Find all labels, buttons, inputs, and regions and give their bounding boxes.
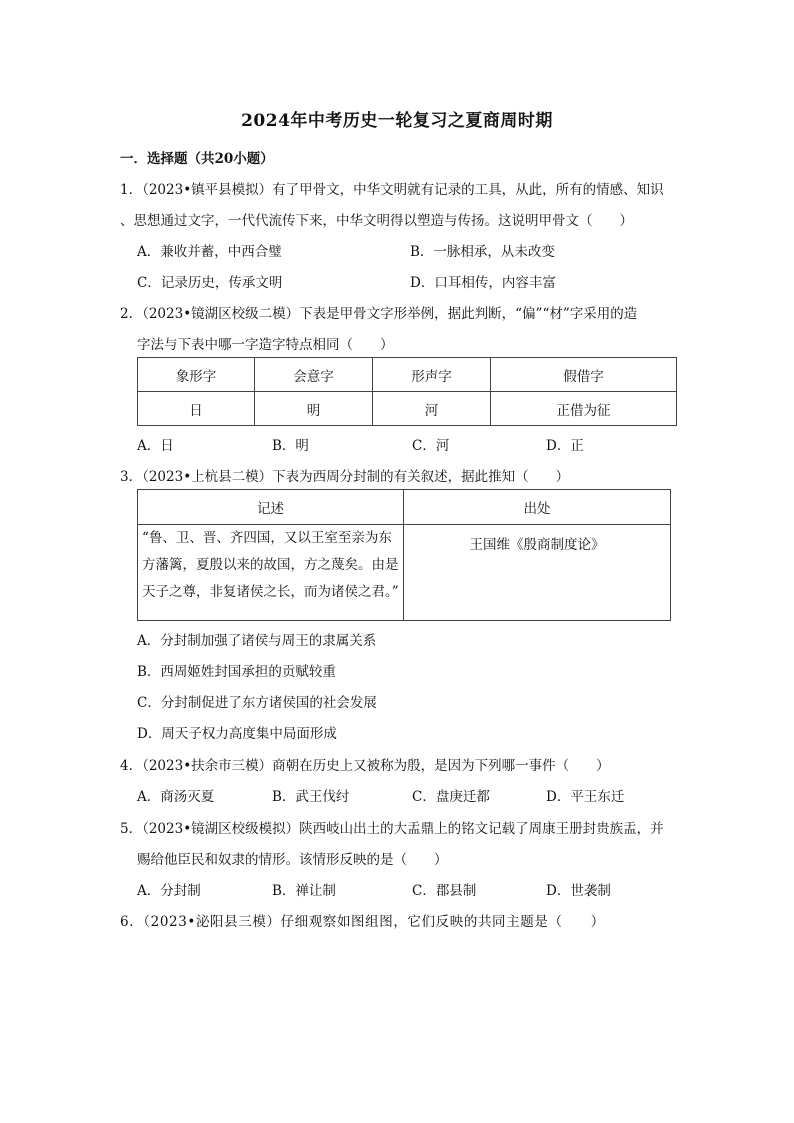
table-cell: 明 (255, 392, 373, 426)
option-c: C．郡县制 (412, 883, 477, 899)
question-stem-line: 6．（2023•泌阳县三模）仔细观察如图组图，它们反映的共同主题是（ ） (120, 914, 605, 930)
record-cell: “鲁、卫、晋、齐四国，又以王室至亲为东方藩篱，夏殷以来的故国，方之蔑矣。由是天子之尊，非复诸侯之长，而为诸侯之君。” (138, 525, 404, 621)
table-header-cell: 会意字 (255, 358, 373, 392)
option-c: C．盘庚迁都 (412, 789, 490, 805)
option-b: B．明 (272, 438, 309, 454)
option-a: A．分封制加强了诸侯与周王的隶属关系 (137, 633, 377, 649)
question-stem-line: 3．（2023•上杭县二模）下表为西周分封制的有关叙述，据此推知（ ） (120, 469, 570, 485)
page-title: 2024年中考历史一轮复习之夏商周时期 (241, 111, 553, 131)
option-c: C．河 (412, 438, 450, 454)
option-d: D．周天子权力高度集中局面形成 (137, 726, 337, 742)
table-header-cell: 形声字 (373, 358, 491, 392)
character-table (137, 357, 677, 426)
option-b: B．武王伐纣 (272, 789, 350, 805)
question-stem-line: 字法与下表中哪一字造字特点相同（ ） (137, 337, 394, 353)
table-cell: 日 (138, 392, 255, 426)
option-a: A．商汤灭夏 (137, 789, 215, 805)
question-stem-line: 1．（2023•镇平县模拟）有了甲骨文，中华文明就有记录的工具，从此，所有的情感、知识 (120, 182, 664, 198)
option-d: D．世袭制 (546, 883, 611, 899)
table-header-cell: 假借字 (491, 358, 677, 392)
option-c: C．分封制促进了东方诸侯国的社会发展 (137, 695, 377, 711)
section-heading: 一．选择题（共20小题） (120, 151, 274, 167)
option-a: A．日 (137, 438, 174, 454)
option-d: D．口耳相传，内容丰富 (410, 275, 556, 291)
option-d: D．平王东迁 (546, 789, 625, 805)
option-b: B．西周姬姓封国承担的贡赋较重 (137, 664, 336, 680)
option-a: A．兼收并蓄，中西合璧 (137, 244, 282, 260)
table-cell: 河 (373, 392, 491, 426)
question-stem-line: 4．（2023•扶余市三模）商朝在历史上又被称为殷，是因为下列哪一事件（ ） (120, 758, 610, 774)
question-stem-line: 、思想通过文字，一代代流传下来，中华文明得以塑造与传扬。这说明甲骨文（ ） (120, 213, 633, 229)
option-b: B．禅让制 (272, 883, 336, 899)
table-header-cell: 出处 (404, 490, 671, 525)
question-stem-line: 5．（2023•镜湖区校级模拟）陕西岐山出土的大盂鼎上的铭文记载了周康王册封贵族盂，并 (120, 821, 664, 837)
question-stem-line: 2．（2023•镜湖区校级二模）下表是甲骨文字形举例，据此判断，“偏”“材”字采用的造 (120, 306, 638, 322)
table-header-cell: 记述 (138, 490, 404, 525)
feudal-system-table (137, 489, 671, 621)
table-cell: 正借为征 (491, 392, 677, 426)
option-a: A．分封制 (137, 883, 201, 899)
option-b: B．一脉相承，从未改变 (410, 244, 555, 260)
option-d: D．正 (546, 438, 584, 454)
option-c: C．记录历史，传承文明 (137, 275, 283, 291)
table-header-cell: 象形字 (138, 358, 255, 392)
question-stem-line: 赐给他臣民和奴隶的情形。该情形反映的是（ ） (137, 852, 448, 868)
source-cell: 王国维《殷商制度论》 (404, 525, 671, 621)
